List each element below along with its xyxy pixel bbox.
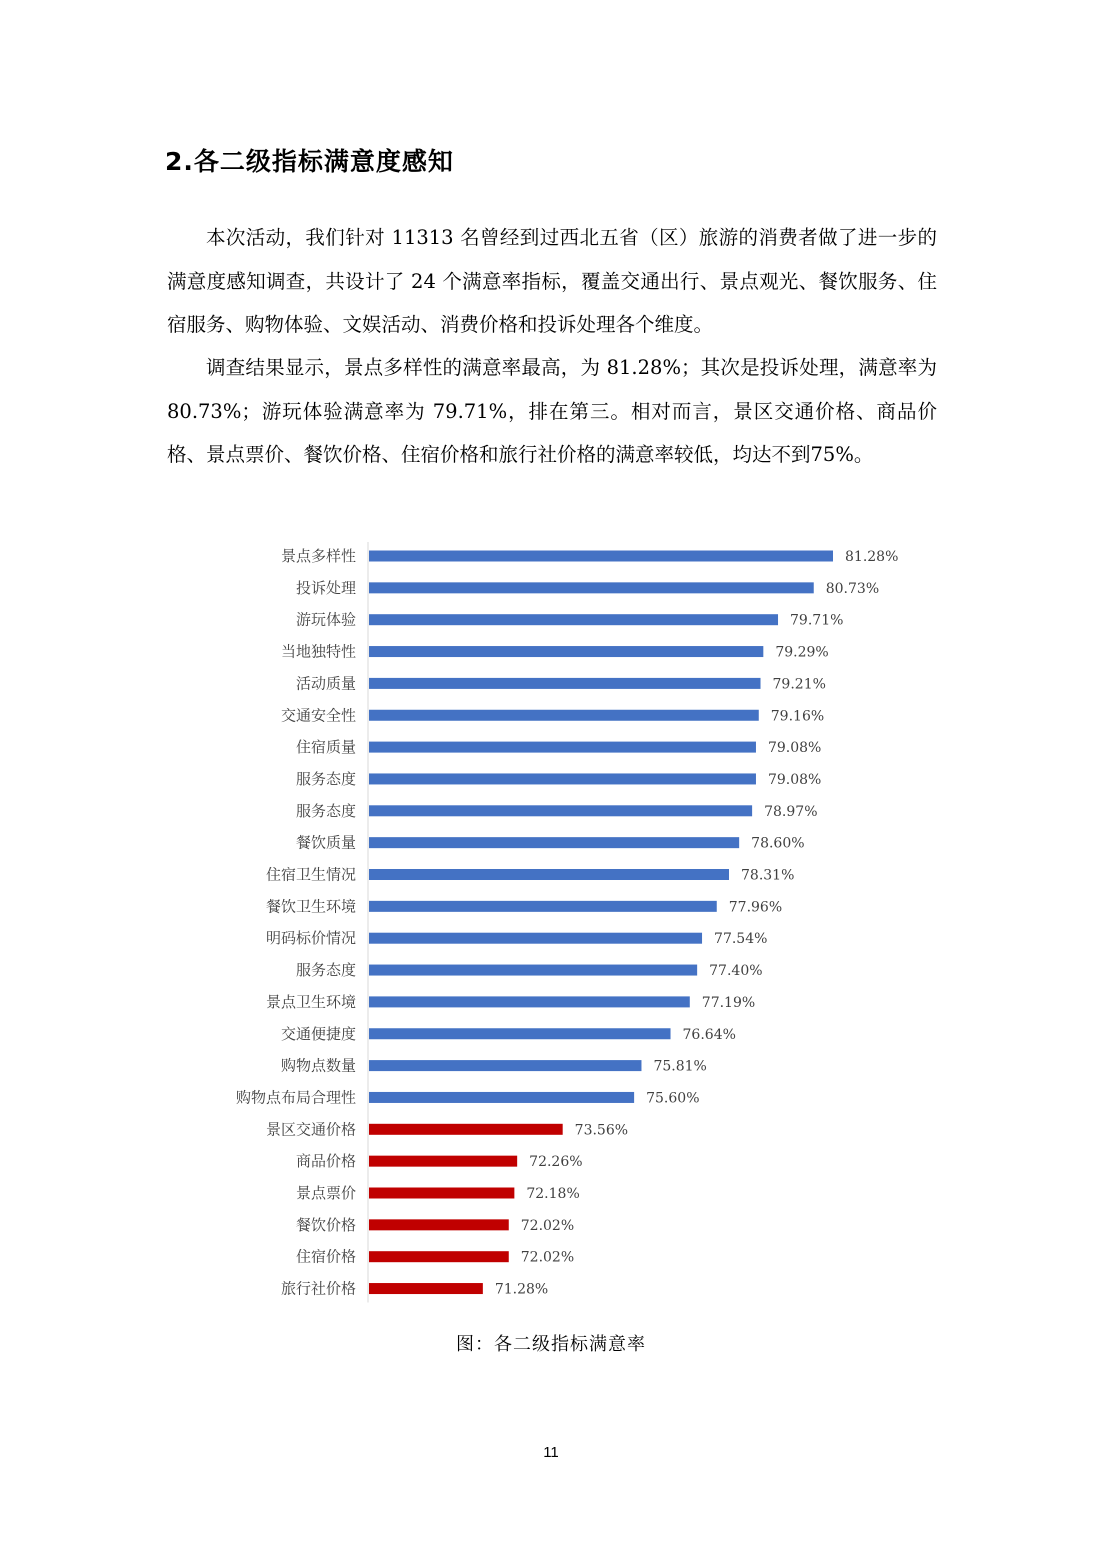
bar: [369, 773, 756, 784]
bar: [369, 837, 739, 848]
value-label: 75.81%: [653, 1058, 707, 1075]
value-label: 78.60%: [751, 835, 805, 852]
value-label: 72.18%: [526, 1186, 580, 1202]
value-label: 72.02%: [520, 1217, 575, 1234]
bar: [369, 1060, 641, 1071]
category-label: 当地独特性: [280, 642, 356, 661]
bar: [369, 1124, 563, 1135]
value-label: 81.28%: [845, 549, 899, 565]
value-label: 78.97%: [764, 803, 818, 820]
bar: [369, 996, 690, 1007]
bar: [369, 1188, 514, 1199]
category-label: 住宿质量: [295, 738, 356, 757]
value-label: 77.96%: [728, 899, 783, 916]
value-label: 78.31%: [741, 867, 795, 884]
category-label: 服务态度: [295, 961, 356, 980]
bar: [369, 933, 702, 944]
value-label: 77.40%: [709, 963, 763, 980]
category-label: 餐饮卫生环境: [265, 897, 356, 916]
bar: [369, 742, 756, 753]
figure-caption: 图：各二级指标满意率: [456, 1334, 646, 1355]
page-number: 11: [543, 1444, 559, 1461]
value-label: 79.71%: [790, 612, 844, 629]
value-label: 77.19%: [701, 994, 756, 1011]
bar: [369, 614, 778, 625]
category-label: 景区交通价格: [265, 1120, 356, 1139]
bar: [369, 1251, 509, 1262]
value-label: 79.08%: [767, 771, 822, 788]
value-label: 72.02%: [520, 1249, 575, 1266]
value-label: 79.16%: [770, 708, 825, 725]
paragraph-2-text: 调查结果显示，景点多样性的满意率最高，为 81.28%；其次是投诉处理，满意率为 80.73%；游玩体验满意率为 79.71%，排在第三。相对而言，景区交通价格、商品价格、景点票价、餐饮价格、住宿价格和旅行社价格的满意率较低，均达不到75%。: [167, 356, 937, 466]
category-label: 投诉处理: [295, 578, 356, 597]
paragraph-1-text: 本次活动，我们针对 11313 名曾经到过西北五省（区）旅游的消费者做了进一步的满意度感知调查，共设计了 24 个满意率指标，覆盖交通出行、景点观光、餐饮服务、住宿服务、购物体验、文娱活动、消费价格和投诉处理各个维度。: [167, 226, 937, 336]
category-label: 购物点数量: [280, 1056, 356, 1075]
chart-svg: [0, 538, 1102, 1318]
value-label: 80.73%: [825, 580, 880, 597]
bar: [369, 869, 729, 880]
category-label: 住宿卫生情况: [265, 865, 356, 884]
bar: [369, 1283, 483, 1294]
category-label: 商品价格: [295, 1152, 356, 1171]
bar: [369, 901, 717, 912]
value-label: 71.28%: [494, 1281, 549, 1298]
category-label: 景点多样性: [280, 547, 356, 565]
category-label: 游玩体验: [295, 610, 356, 629]
category-label: 购物点布局合理性: [235, 1088, 356, 1107]
category-label: 服务态度: [295, 801, 356, 820]
section-heading: 2.各二级指标满意度感知: [165, 147, 454, 176]
bar: [369, 678, 761, 689]
value-label: 79.08%: [767, 740, 822, 757]
category-label: 明码标价情况: [265, 929, 356, 948]
bar: [369, 1219, 509, 1230]
category-label: 景点票价: [295, 1184, 356, 1202]
satisfaction-bar-chart: [0, 538, 1102, 1318]
value-label: 75.60%: [646, 1090, 700, 1107]
bar: [369, 1092, 634, 1103]
bar: [369, 582, 814, 593]
category-label: 餐饮价格: [295, 1215, 356, 1234]
value-label: 77.54%: [714, 931, 768, 948]
value-label: 79.21%: [772, 676, 826, 693]
category-label: 服务态度: [295, 769, 356, 788]
value-label: 76.64%: [682, 1026, 736, 1043]
paragraph-2: [167, 346, 937, 477]
category-label: 活动质量: [295, 674, 356, 693]
bar: [369, 805, 752, 816]
bar: [369, 1028, 671, 1039]
category-label: 交通便捷度: [280, 1024, 356, 1043]
bar: [369, 965, 697, 976]
category-label: 住宿价格: [295, 1247, 356, 1266]
category-label: 交通安全性: [280, 706, 356, 725]
bar: [369, 551, 833, 562]
category-label: 景点卫生环境: [265, 992, 356, 1011]
paragraph-1: [167, 216, 937, 347]
value-label: 79.29%: [775, 644, 829, 661]
bar: [369, 646, 763, 657]
bar: [369, 710, 759, 721]
category-label: 餐饮质量: [295, 833, 356, 852]
value-label: 72.26%: [529, 1154, 583, 1171]
category-label: 旅行社价格: [280, 1279, 356, 1298]
bar: [369, 1156, 517, 1167]
value-label: 73.56%: [574, 1122, 629, 1139]
